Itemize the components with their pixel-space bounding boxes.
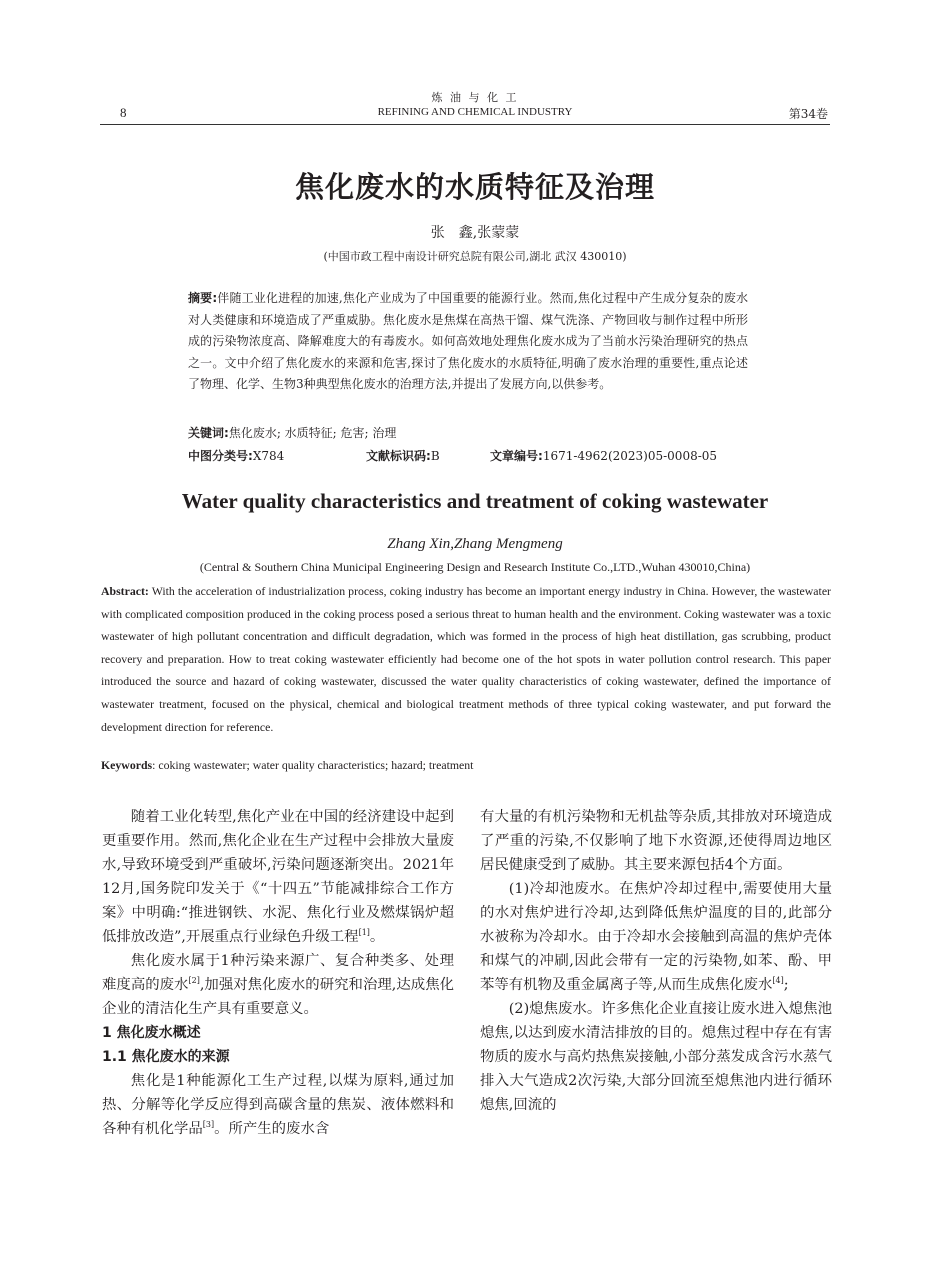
paragraph-end: ,加强对焦化废水的研究和治理,达成焦化企业的清洁化生产具有重要意义。 — [102, 977, 454, 1017]
paragraph-text: 焦化废水属于1种污染来源广、复合种类多、处理难度高的废水 — [102, 953, 454, 993]
page-number: 8 — [120, 105, 127, 120]
article-title-cn: 焦化废水的水质特征及治理 — [294, 170, 655, 204]
volume-label: 第34卷 — [788, 107, 828, 121]
abstract-cn — [188, 288, 748, 396]
article-number-value: 1671-4962(2023)05-0008-05 — [542, 449, 718, 463]
paragraph-end: ; — [783, 977, 789, 993]
paragraph-text: (1)冷却池废水。在焦炉冷却过程中,需要使用大量的水对焦炉进行冷却,达到降低焦炉温度的目的,此部分水被称为冷却水。由于冷却水会接触到高温的焦炉壳体和煤气的冲刷,因此会带有一定的污染物,如苯、酚、甲苯等有机物及重金属离子等,从而生成焦化废水 — [480, 881, 832, 993]
keywords-en-text: : coking wastewater; water quality characteristics; hazard; treatment — [152, 758, 474, 772]
clc-value: X784 — [252, 449, 285, 463]
body-paragraph — [102, 805, 454, 949]
body-paragraph — [102, 1069, 454, 1141]
clc-label: 中图分类号: — [188, 449, 253, 463]
paragraph-text: 有大量的有机污染物和无机盐等杂质,其排放对环境造成了严重的污染,不仅影响了地下水资源,还使得周边地区居民健康受到了威胁。其主要来源包括4个方面。 — [480, 809, 832, 873]
citation-ref: [1] — [358, 928, 370, 937]
body-column-right — [480, 805, 832, 1117]
abstract-en-label: Abstract: — [101, 584, 149, 598]
journal-name-en: REFINING AND CHEMICAL INDUSTRY — [377, 106, 573, 118]
paragraph-text: (2)熄焦废水。许多焦化企业直接让废水进入熄焦池熄焦,以达到废水清洁排放的目的。熄焦过程中存在有害物质的废水与高灼热焦炭接触,小部分蒸发成含污水蒸气排入大气造成2次污染,大部分回流至熄焦池内进行循环熄焦,回流的 — [480, 1001, 832, 1113]
article-number-label: 文章编号: — [490, 449, 543, 463]
body-paragraph — [480, 877, 832, 997]
paragraph-text: 随着工业化转型,焦化产业在中国的经济建设中起到更重要作用。然而,焦化企业在生产过程中会排放大量废水,导致环境受到严重破坏,污染问题逐渐突出。2021年12月,国务院印发关于《“十四五”节能减排综合工作方案》中明确:“推进钢铁、水泥、焦化行业及燃煤锅炉超低排放改造”,开展重点行业绿色升级工程 — [102, 809, 454, 945]
abstract-en — [101, 580, 831, 738]
paragraph-end: 。 — [369, 929, 385, 945]
doc-code-value: B — [430, 449, 440, 463]
affiliation-en: (Central & Southern China Municipal Engineering Design and Research Institute Co.,LTD.,Wuhan 430010,China) — [199, 560, 751, 574]
body-paragraph — [102, 949, 454, 1021]
body-paragraph — [480, 997, 832, 1117]
header-rule — [100, 124, 830, 125]
keywords-en-label: Keywords — [101, 758, 153, 772]
section-heading-1: 1 焦化废水概述 — [102, 1025, 201, 1041]
article-number — [490, 447, 717, 464]
authors-cn: 张 鑫,张蒙蒙 — [430, 225, 520, 241]
keywords-cn-label: 关键词: — [188, 426, 229, 440]
keywords-cn — [188, 424, 396, 441]
doc-code-label: 文献标识码: — [366, 449, 431, 463]
citation-ref: [4] — [772, 976, 784, 985]
abstract-en-text: With the acceleration of industrialization process, coking industry has become an important energy industry in China. However, the wastewater with complicated composition produced in the coking process posed a serious threat to human health and the environment. Coking wastewater was a toxic wastewater of high pollutant concentration and difficult degradation, which was formed in the process of high heat distillation, gas scrubbing, product recovery and preparation. How to treat coking wastewater efficiently had become one of the hot spots in water pollution control research. This paper introduced the source and hazard of coking wastewater, discussed the water quality characteristics of coking wastewater, defined the importance of wastewater treatment, focused on the physical, chemical and biological treatment methods of three typical coking wastewater, and put forward the development direction for reference. — [101, 584, 831, 734]
document-code — [366, 447, 440, 464]
keywords-cn-text: 焦化废水; 水质特征; 危害; 治理 — [228, 426, 397, 440]
body-column-left — [102, 805, 454, 1141]
abstract-cn-label: 摘要: — [188, 291, 218, 305]
citation-ref: [3] — [202, 1120, 215, 1129]
keywords-en — [101, 758, 473, 773]
paragraph-text: 焦化是1种能源化工生产过程,以煤为原料,通过加热、分解等化学反应得到高碳含量的焦炭、液体燃料和各种有机化学品 — [102, 1073, 454, 1137]
journal-name-cn: 炼 油 与 化 工 — [431, 91, 519, 104]
abstract-cn-text: 伴随工业化进程的加速,焦化产业成为了中国重要的能源行业。然而,焦化过程中产生成分复杂的废水对人类健康和环境造成了严重威胁。焦化废水是焦煤在高热干馏、煤气洗涤、产物回收与制作过程中所形成的污染物浓度高、降解难度大的有毒废水。如何高效地处理焦化废水成为了当前水污染治理研究的热点之一。文中介绍了焦化废水的来源和危害,探讨了焦化废水的水质特征,明确了废水治理的重要性,重点论述了物理、化学、生物3种典型焦化废水的治理方法,并提出了发展方向,以供参考。 — [188, 291, 748, 391]
paragraph-end: 。所产生的废水含 — [214, 1121, 330, 1137]
body-paragraph — [480, 805, 832, 877]
citation-ref: [2] — [188, 976, 200, 985]
authors-en: Zhang Xin,Zhang Mengmeng — [387, 536, 563, 552]
section-heading-1-1: 1.1 焦化废水的来源 — [102, 1049, 230, 1065]
affiliation-cn: (中国市政工程中南设计研究总院有限公司,湖北 武汉 430010) — [323, 250, 627, 263]
clc-number — [188, 447, 284, 464]
article-title-en: Water quality characteristics and treatment of coking wastewater — [181, 489, 769, 513]
